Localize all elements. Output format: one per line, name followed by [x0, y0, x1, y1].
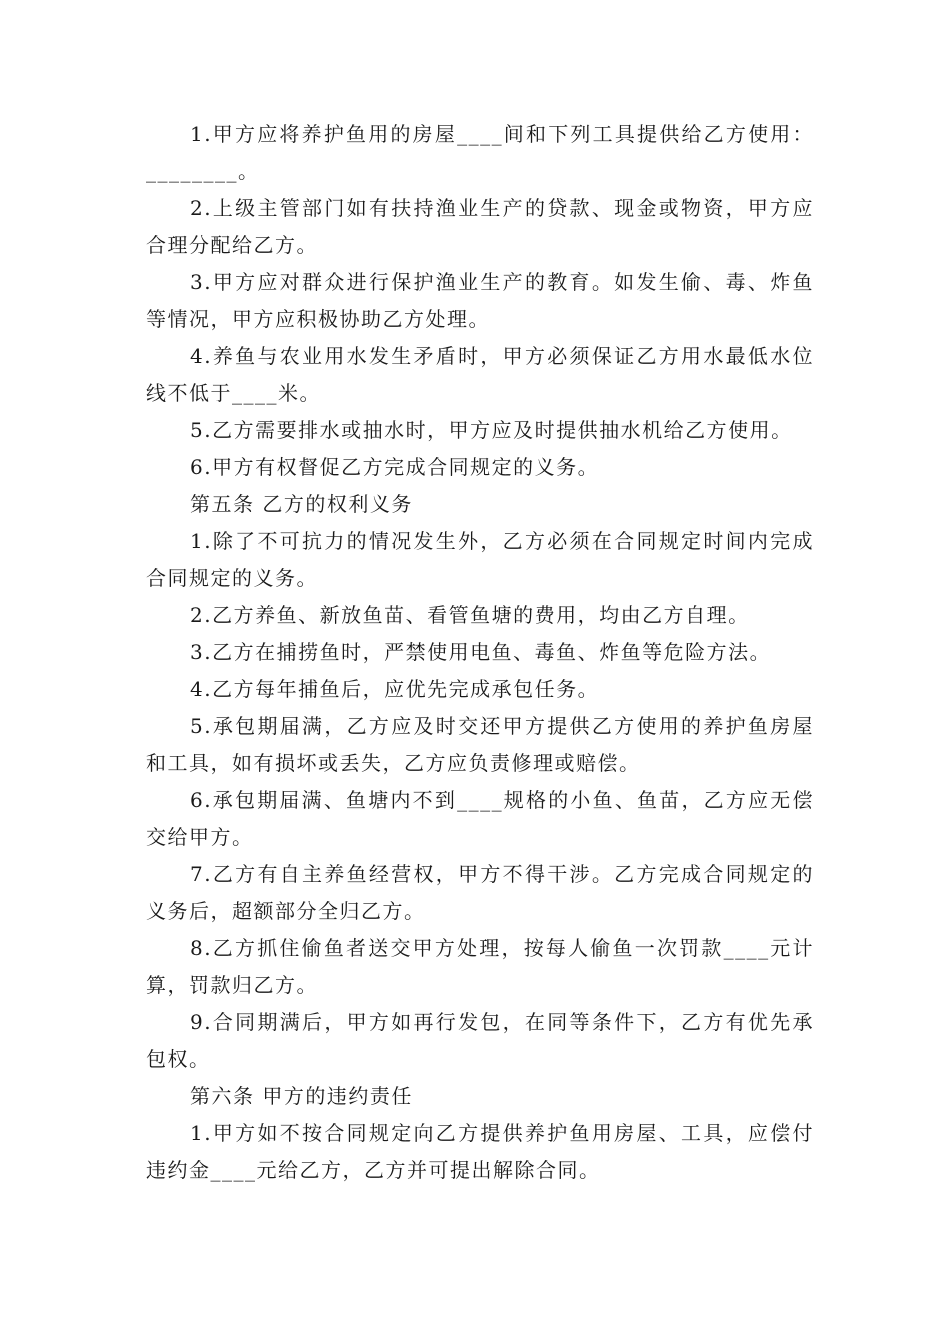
clause-4-item-3: 3.甲方应对群众进行保护渔业生产的教育。如发生偷、毒、炸鱼等情况，甲方应积极协助乙方处理。	[146, 270, 814, 331]
clause-5-heading: 第五条 乙方的权利义务	[190, 492, 413, 516]
clause-5-item-9: 9.合同期满后，甲方如再行发包，在同等条件下，乙方有优先承包权。	[146, 1010, 814, 1071]
clause-6-heading: 第六条 甲方的违约责任	[190, 1084, 413, 1108]
clause-4-item-2: 2.上级主管部门如有扶持渔业生产的贷款、现金或物资，甲方应合理分配给乙方。	[146, 196, 814, 257]
clause-4-item-4: 4.养鱼与农业用水发生矛盾时，甲方必须保证乙方用水最低水位线不低于____米。	[146, 344, 814, 405]
clause-5-item-4: 4.乙方每年捕鱼后，应优先完成承包任务。	[190, 677, 600, 701]
clause-5-item-5: 5.承包期届满，乙方应及时交还甲方提供乙方使用的养护鱼房屋和工具，如有损坏或丢失，乙方应负责修理或赔偿。	[146, 714, 814, 775]
document-body	[146, 116, 814, 1189]
clause-5-item-3: 3.乙方在捕捞鱼时，严禁使用电鱼、毒鱼、炸鱼等危险方法。	[190, 640, 772, 664]
clause-6-item-1: 1.甲方如不按合同规定向乙方提供养护鱼用房屋、工具，应偿付违约金____元给乙方，乙方并可提出解除合同。	[146, 1121, 814, 1182]
clause-4-item-6: 6.甲方有权督促乙方完成合同规定的义务。	[190, 455, 600, 479]
clause-5-item-7: 7.乙方有自主养鱼经营权，甲方不得干涉。乙方完成合同规定的义务后，超额部分全归乙方。	[146, 862, 814, 923]
clause-5-item-2: 2.乙方养鱼、新放鱼苗、看管鱼塘的费用，均由乙方自理。	[190, 603, 750, 627]
clause-5-item-8: 8.乙方抓住偷鱼者送交甲方处理，按每人偷鱼一次罚款____元计算，罚款归乙方。	[146, 936, 814, 997]
clause-5-item-1: 1.除了不可抗力的情况发生外，乙方必须在合同规定时间内完成合同规定的义务。	[146, 529, 814, 590]
clause-5-item-6: 6.承包期届满、鱼塘内不到____规格的小鱼、鱼苗，乙方应无偿交给甲方。	[146, 788, 814, 849]
clause-4-item-1: 1.甲方应将养护鱼用的房屋____间和下列工具提供给乙方使用：________。	[146, 122, 814, 183]
clause-4-item-5: 5.乙方需要排水或抽水时，甲方应及时提供抽水机给乙方使用。	[190, 418, 793, 442]
